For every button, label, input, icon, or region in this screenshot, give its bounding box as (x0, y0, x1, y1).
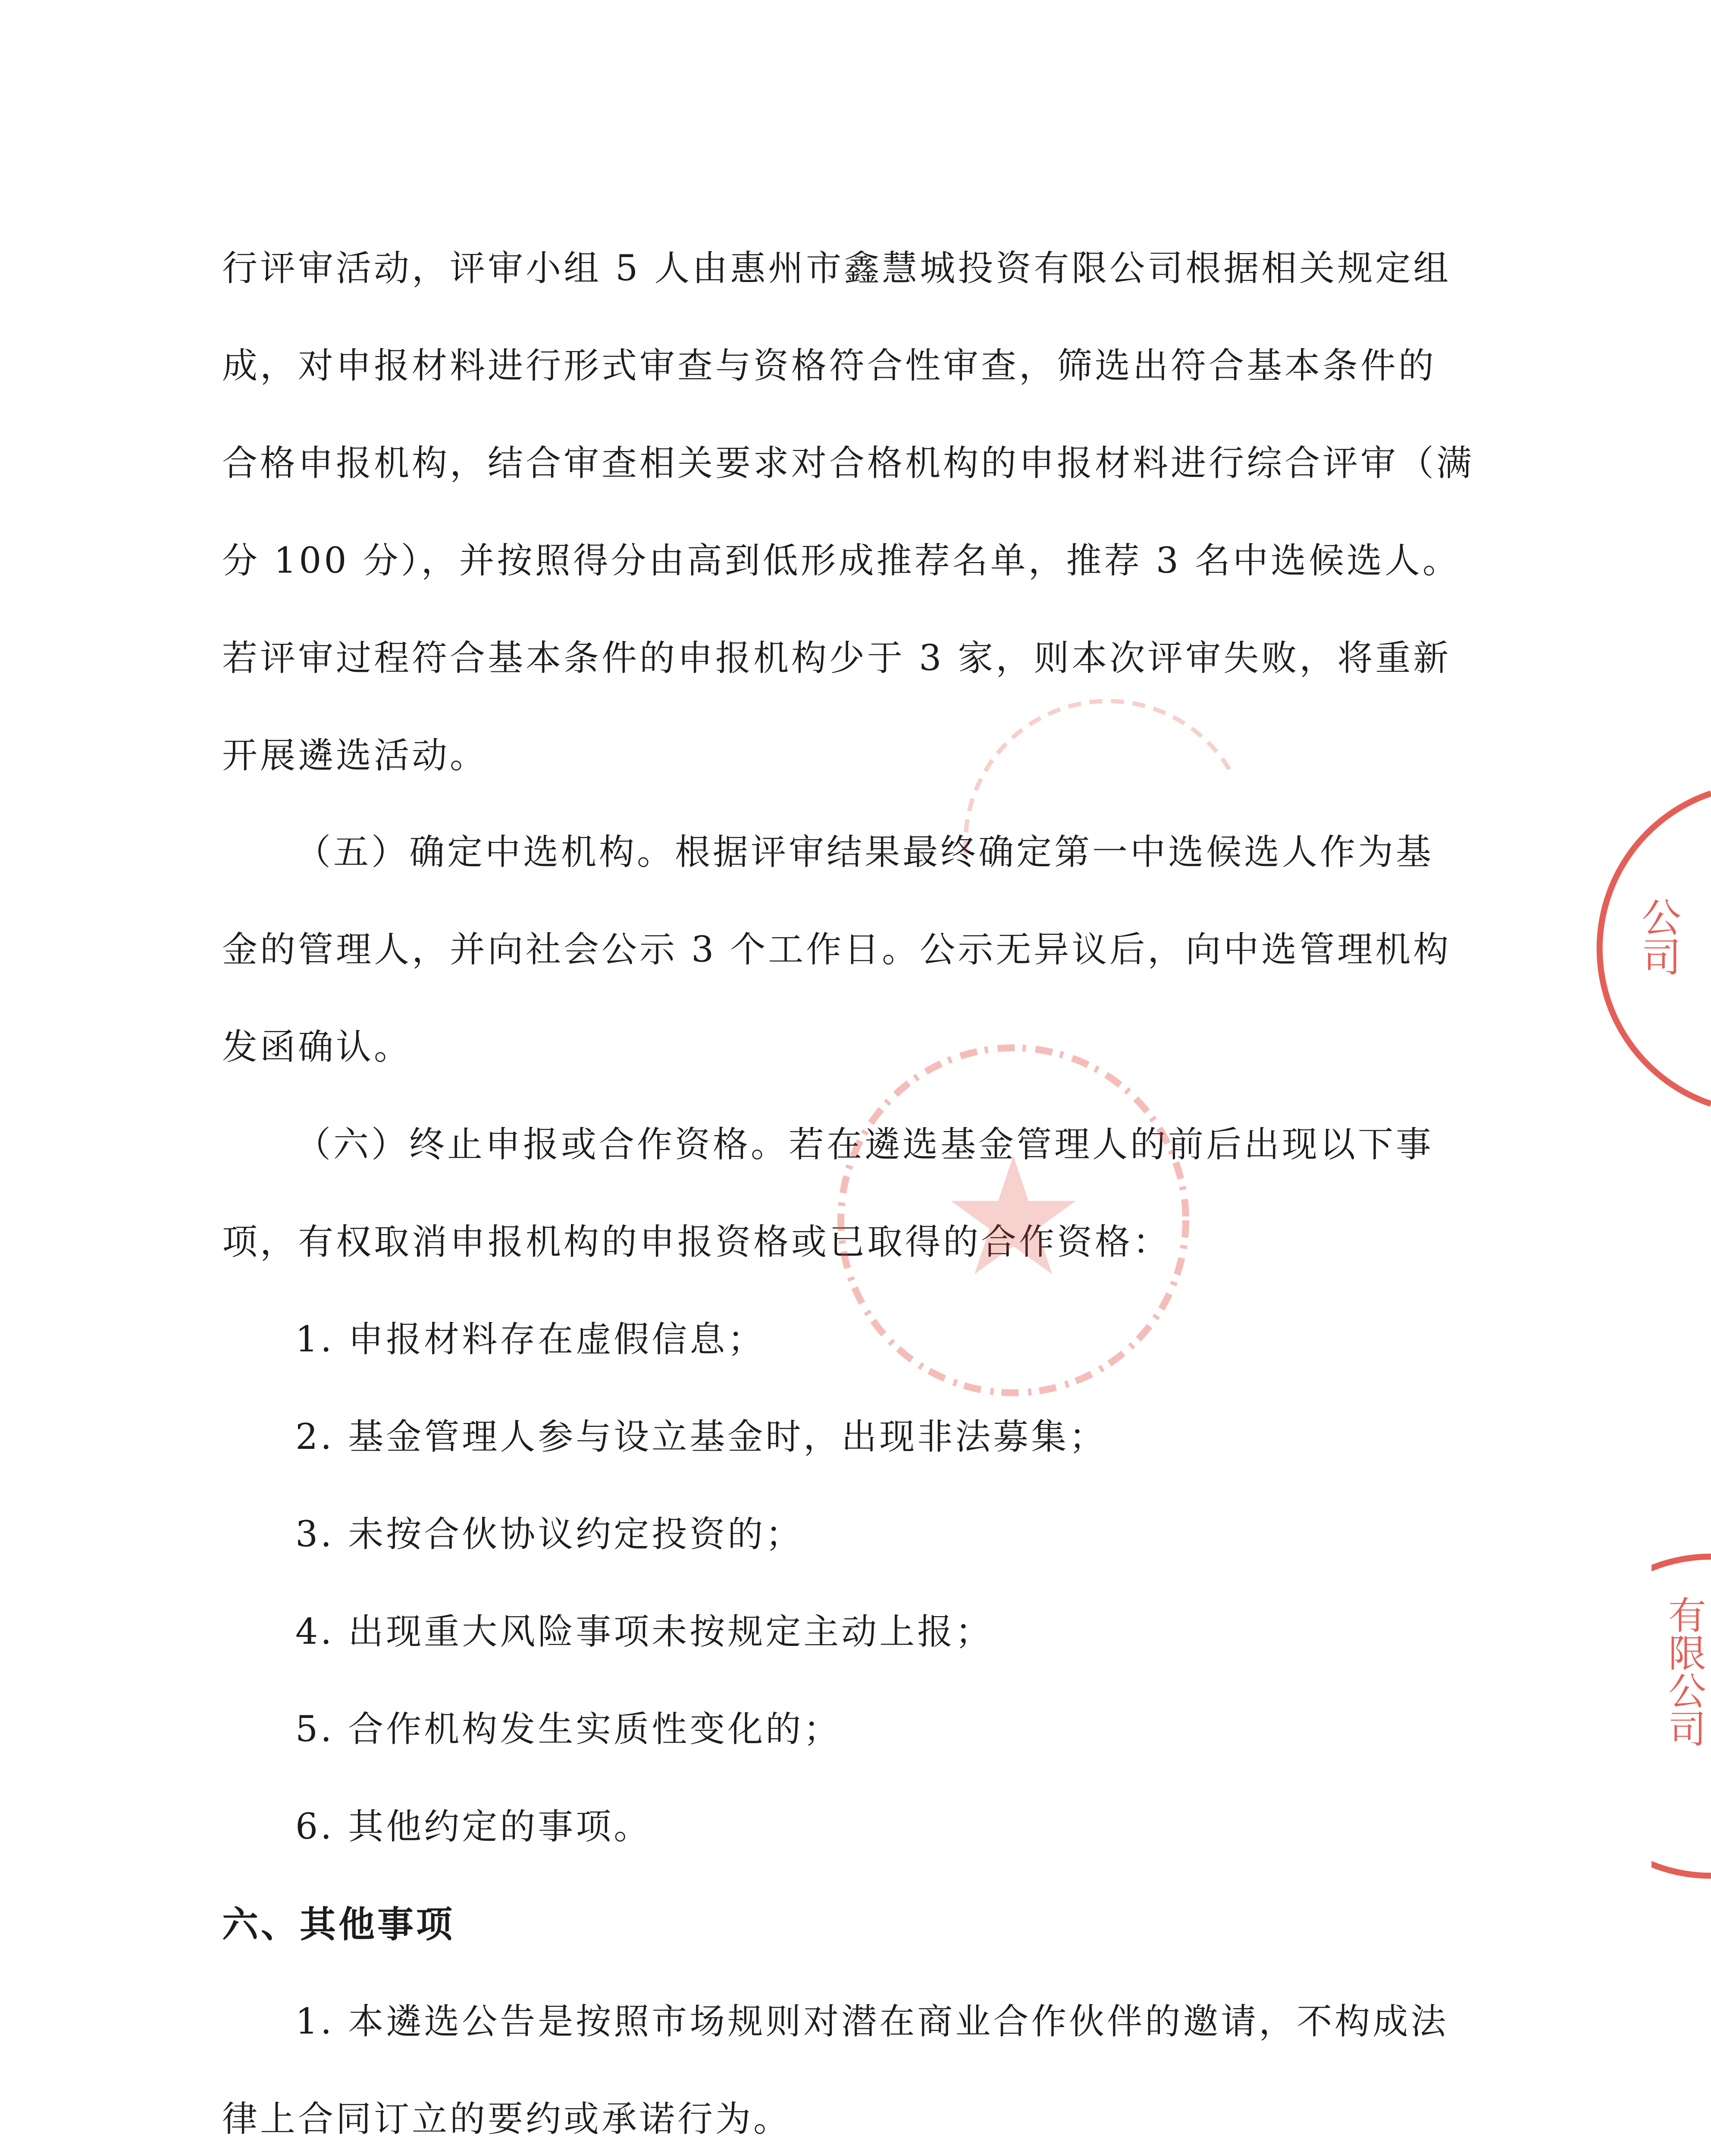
edge-seal-upper (1574, 785, 1711, 1112)
text-line: 成，对申报材料进行形式审查与资格符合性审查，筛选出符合基本条件的 (222, 345, 1437, 386)
paragraph-terminate-qualification (222, 1096, 1520, 1291)
text-line: 行评审活动，评审小组 5 人由惠州市鑫慧城投资有限公司根据相关规定组 (222, 248, 1451, 289)
text-line: 项，有权取消申报机构的申报资格或已取得的合作资格： (222, 1222, 1171, 1263)
termination-conditions-list (295, 1291, 1593, 1876)
text-line: 1. 本遴选公告是按照市场规则对潜在商业合作伙伴的邀请，不构成法 (295, 2001, 1449, 2042)
section-heading-other-matters: 六、其他事项 (222, 1903, 455, 1946)
paragraph-confirm-selection (222, 804, 1520, 1096)
list-item: 3. 未按合伙协议约定投资的； (295, 1514, 804, 1555)
text-line: 分 100 分），并按照得分由高到低形成推荐名单，推荐 3 名中选候选人。 (222, 540, 1460, 581)
text-line: 金的管理人，并向社会公示 3 个工作日。公示无异议后，向中选管理机构 (222, 929, 1451, 970)
list-item: 6. 其他约定的事项。 (295, 1806, 652, 1847)
paragraph-announcement-nature (222, 1973, 1520, 2156)
edge-seal-lower-text: 有限公司 (1662, 1595, 1707, 1747)
text-line: （五）确定中选机构。根据评审结果最终确定第一中选候选人作为基 (295, 832, 1434, 873)
edge-seal-lower (1651, 1552, 1711, 1880)
text-line: 若评审过程符合基本条件的申报机构少于 3 家，则本次评审失败，将重新 (222, 638, 1451, 679)
list-item: 2. 基金管理人参与设立基金时，出现非法募集； (295, 1416, 1107, 1457)
edge-seal-upper-text: 公司 (1635, 897, 1681, 976)
list-item: 4. 出现重大风险事项未按规定主动上报； (295, 1611, 993, 1652)
paragraph-review-process (222, 220, 1520, 805)
text-line: 律上合同订立的要约或承诺行为。 (222, 2099, 792, 2140)
list-item: 5. 合作机构发生实质性变化的； (295, 1709, 842, 1750)
text-line: 开展遴选活动。 (222, 735, 488, 776)
list-item: 1. 申报材料存在虚假信息； (295, 1319, 766, 1360)
text-line: 发函确认。 (222, 1027, 412, 1068)
text-line: 合格申报机构，结合审查相关要求对合格机构的申报材料进行综合评审（满 (222, 443, 1475, 484)
text-line: （六）终止申报或合作资格。若在遴选基金管理人的前后出现以下事 (295, 1124, 1434, 1165)
